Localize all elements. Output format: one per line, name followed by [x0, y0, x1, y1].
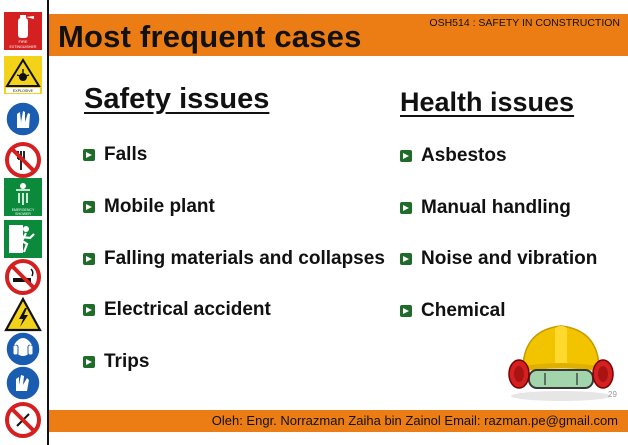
list-item: Falls	[83, 144, 147, 166]
explosive-warning-icon	[4, 56, 42, 94]
list-item: Manual handling	[400, 197, 571, 219]
safety-gloves-icon	[4, 100, 42, 138]
arrow-bullet-icon	[400, 253, 412, 265]
author-credit: Oleh: Engr. Norrazman Zaiha bin Zainol Email: razman.pe@gmail.com	[211, 413, 618, 428]
hand-protection-icon	[4, 364, 42, 402]
list-item: Falling materials and collapses	[83, 248, 385, 270]
footer-bar	[49, 410, 628, 432]
arrow-bullet-icon	[83, 201, 95, 213]
arrow-bullet-icon	[400, 202, 412, 214]
list-item: Chemical	[400, 300, 505, 322]
arrow-bullet-icon	[400, 150, 412, 162]
no-smoking-icon	[4, 258, 42, 296]
fire-extinguisher-icon	[4, 12, 42, 50]
slide-title: Most frequent cases	[58, 19, 362, 54]
safety-signs-sidebar	[0, 0, 49, 445]
course-code: OSH514 : SAFETY IN CONSTRUCTION	[429, 17, 620, 29]
svg-text:EXTINGUISHER: EXTINGUISHER	[9, 45, 37, 49]
arrow-bullet-icon	[83, 253, 95, 265]
list-item: Asbestos	[400, 145, 507, 167]
emergency-exit-icon	[4, 220, 42, 258]
page-number: 29	[608, 390, 617, 399]
svg-text:FIRE: FIRE	[18, 39, 28, 44]
safety-helmet-icon	[505, 318, 617, 404]
svg-text:EMERGENCY: EMERGENCY	[11, 208, 35, 212]
svg-text:SHOWER: SHOWER	[15, 212, 31, 216]
arrow-bullet-icon	[83, 304, 95, 316]
health-issues-heading: Health issues	[400, 87, 575, 117]
emergency-shower-icon	[4, 178, 42, 216]
arrow-bullet-icon	[83, 356, 95, 368]
safety-issues-heading: Safety issues	[84, 83, 270, 115]
list-item: Mobile plant	[83, 196, 215, 218]
arrow-bullet-icon	[400, 305, 412, 317]
list-item: Trips	[83, 351, 149, 373]
no-fork-icon	[4, 141, 42, 179]
arrow-bullet-icon	[83, 149, 95, 161]
ear-protection-icon	[4, 330, 42, 368]
list-item: Electrical accident	[83, 299, 271, 321]
svg-text:EXPLOSIVE: EXPLOSIVE	[12, 89, 34, 93]
list-item: Noise and vibration	[400, 248, 597, 270]
electrical-hazard-icon	[4, 296, 42, 334]
title-banner	[49, 14, 628, 56]
no-entry-icon	[4, 401, 42, 439]
